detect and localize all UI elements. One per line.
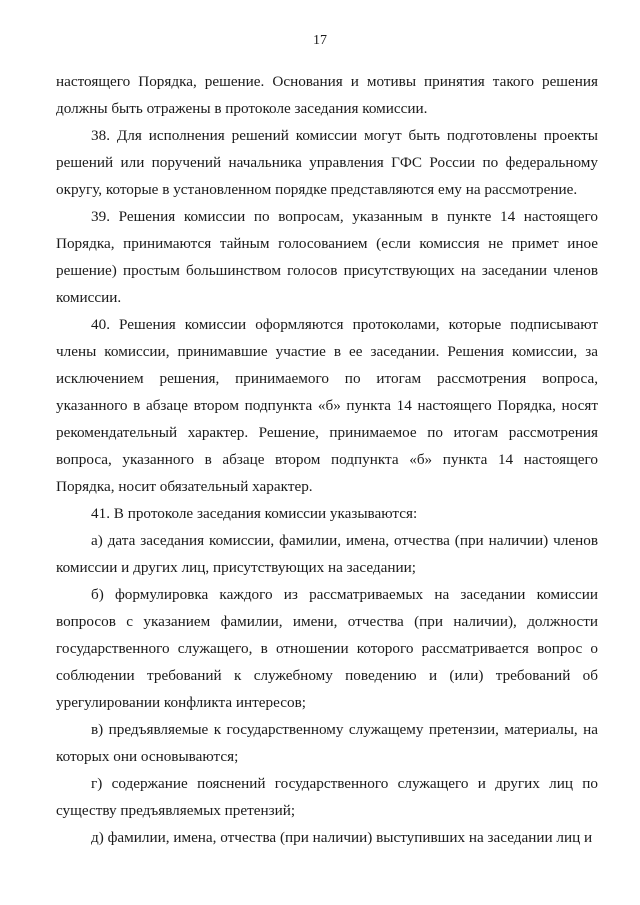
document-body	[56, 68, 598, 851]
paragraph-39: 39. Решения комиссии по вопросам, указанным в пункте 14 настоящего Порядка, принимаются тайным голосованием (если комиссия не примет иное решение) простым большинством голосов присутствующих на заседании членов комиссии.	[56, 208, 598, 306]
list-item-g: г) содержание пояснений государственного служащего и других лиц по существу предъявляемых претензий;	[56, 775, 598, 819]
list-item-b: б) формулировка каждого из рассматриваемых на заседании комиссии вопросов с указанием фамилии, имени, отчества (при наличии), должности государственного служащего, в отношении которого рассматривается вопрос о соблюдении требований к служебному поведению и (или) требований об урегулировании конфликта интересов;	[56, 586, 598, 711]
page-number: 17	[313, 33, 327, 48]
list-item-v: в) предъявляемые к государственному служащему претензии, материалы, на которых они основываются;	[56, 721, 598, 765]
list-item-d: д) фамилии, имена, отчества (при наличии) выступивших на заседании лиц и	[91, 829, 593, 846]
paragraph-40: 40. Решения комиссии оформляются протоколами, которые подписывают члены комиссии, принимавшие участие в ее заседании. Решения комиссии, за исключением решения, принимаемого по итогам рассмотрения вопроса, указанного в абзаце втором подпункта «б» пункта 14 настоящего Порядка, носят рекомендательный характер. Решение, принимаемое по итогам рассмотрения вопроса, указанного в абзаце втором подпункта «б» пункта 14 настоящего Порядка, носит обязательный характер.	[56, 316, 598, 495]
paragraph-38: 38. Для исполнения решений комиссии могут быть подготовлены проекты решений или поручений начальника управления ГФС России по федеральному округу, которые в установленном порядке представляются ему на рассмотрение.	[56, 127, 598, 198]
list-item-a: а) дата заседания комиссии, фамилии, имена, отчества (при наличии) членов комиссии и других лиц, присутствующих на заседании;	[56, 532, 598, 576]
paragraph-continuation: настоящего Порядка, решение. Основания и мотивы принятия такого решения должны быть отражены в протоколе заседания комиссии.	[56, 73, 598, 117]
paragraph-41: 41. В протоколе заседания комиссии указываются:	[91, 505, 418, 522]
